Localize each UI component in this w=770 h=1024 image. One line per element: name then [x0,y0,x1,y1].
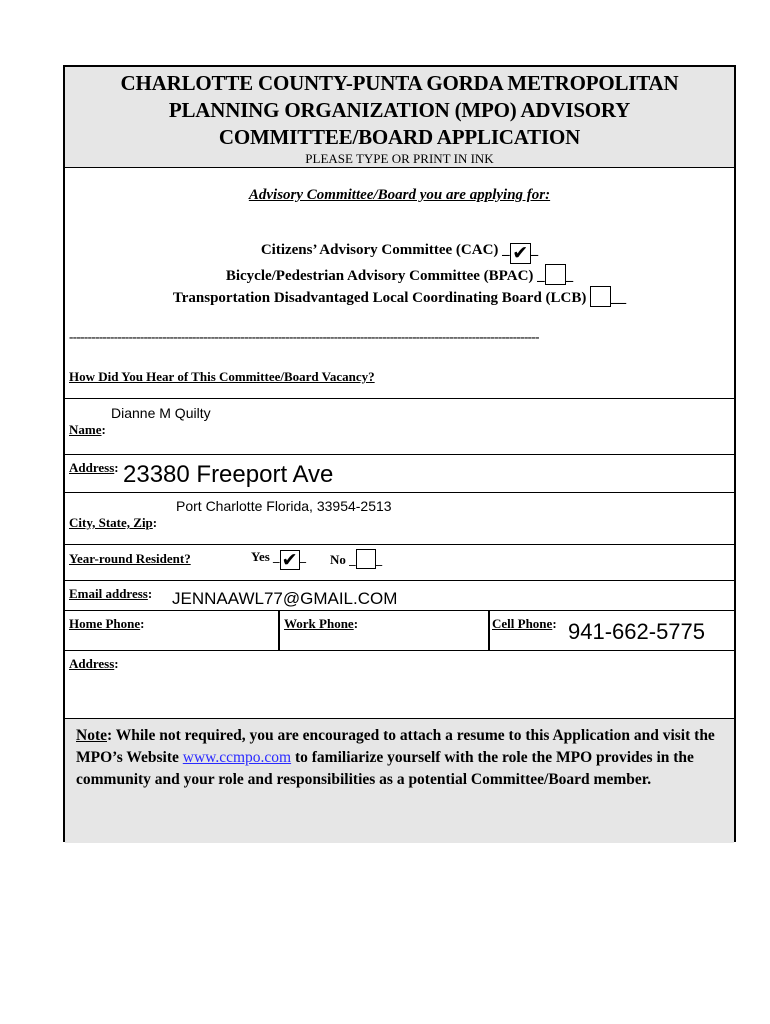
city-row: Port Charlotte Florida, 33954-2513 City, State, Zip: [65,492,734,545]
email-value[interactable]: JENNAAWL77@GMAIL.COM [172,589,398,608]
form-title: CHARLOTTE COUNTY-PUNTA GORDA METROPOLITAN PLANNING ORGANIZATION (MPO) ADVISORY COMMITTEE/BOARD APPLICATION [120,71,679,149]
email-label: Email address [69,586,148,601]
resident-yes-checkbox[interactable] [280,550,300,570]
city-label: City, State, Zip [69,515,153,530]
resident-label: Year-round Resident? [69,551,191,566]
address2-label: Address [69,656,115,671]
address-value[interactable]: 23380 Freeport Ave [123,461,334,488]
form-subtitle: PLEASE TYPE OR PRINT IN INK [305,151,494,166]
phone-row: Home Phone: Work Phone: Cell Phone: 941-662-5775 [65,610,734,651]
note-label: Note [76,727,107,744]
phone-divider [278,611,280,651]
resident-row: Year-round Resident? Yes _ ✔ _ No _ _ [65,544,734,581]
option-cac: Citizens’ Advisory Committee (CAC) _ ✔ _ [260,242,539,264]
email-row: Email address: JENNAAWL77@GMAIL.COM [65,580,734,611]
note-box [65,718,734,843]
cell-phone-value[interactable]: 941-662-5775 [568,619,706,644]
option-lcb: Transportation Disadvantaged Local Coordinating Board (LCB) __ [65,286,734,307]
city-value[interactable]: Port Charlotte Florida, 33954-2513 [176,498,392,514]
option-bpac-label: Bicycle/Pedestrian Advisory Committee (BPAC) [225,268,534,284]
note-text: Note: While not required, you are encouraged to attach a resume to this Application and visit the MPO’s Website www.ccmpo.com to familiarize yourself with the role the MPO provides in the community and your role and responsibilities as a potential Committee/Board member. [76,727,715,788]
website-link[interactable]: www.ccmpo.com [182,749,292,766]
check-mark-icon: ✔ [512,242,529,264]
name-value[interactable]: Dianne M Quilty [111,405,211,421]
lcb-checkbox[interactable] [590,286,611,307]
separator-line: ------------------------------------------------------------------------------------------------------------------------------ [69,329,539,344]
option-lcb-label: Transportation Disadvantaged Local Coordinating Board (LCB) [172,290,587,306]
yes-label: Yes [251,549,270,564]
bpac-checkbox[interactable] [545,264,566,285]
committee-prompt: Advisory Committee/Board you are applying for: [248,187,551,203]
form-header [65,67,734,168]
option-cac-label: Citizens’ Advisory Committee (CAC) [260,242,499,258]
no-label: No [330,552,346,567]
application-form [63,65,736,842]
cac-checkbox[interactable] [510,243,531,264]
check-mark-icon: ✔ [281,549,298,571]
resident-no-checkbox[interactable] [356,549,376,569]
address-label: Address [69,460,115,475]
work-phone-label: Work Phone [284,616,354,631]
phone-divider [488,611,490,651]
how-heard-label: How Did You Hear of This Committee/Board Vacancy? [69,369,375,384]
address-row: Address: 23380 Freeport Ave [65,454,734,493]
option-bpac: Bicycle/Pedestrian Advisory Committee (BPAC) _ _ [65,264,734,285]
name-label: Name [69,422,102,437]
name-row: Dianne M Quilty Name: [65,398,734,455]
home-phone-label: Home Phone [69,616,141,631]
cell-phone-label: Cell Phone [492,616,553,631]
address2-row: Address: [65,650,734,719]
